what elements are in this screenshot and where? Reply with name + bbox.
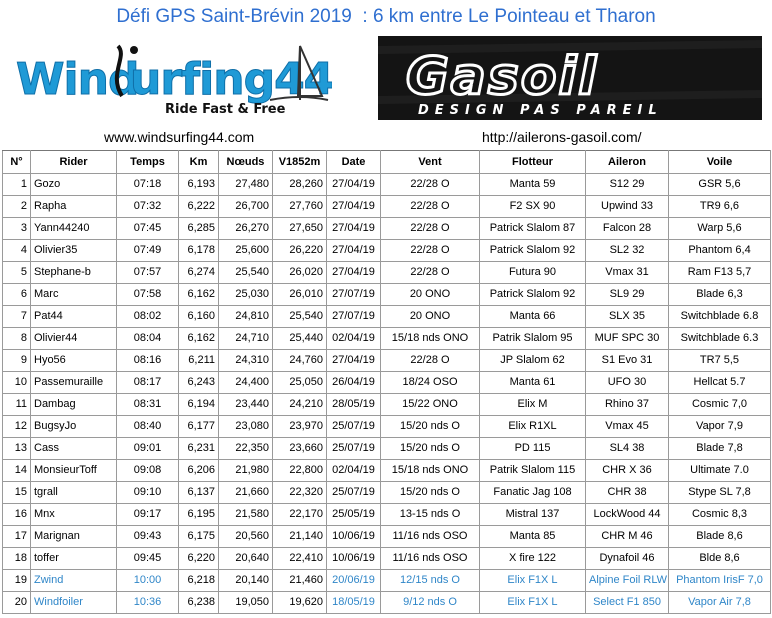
rider-cell: Zwind — [31, 570, 117, 592]
fin-cell: SLX 35 — [586, 306, 669, 328]
wind-cell: 22/28 O — [381, 196, 480, 218]
fin-cell: Alpine Foil RLW — [586, 570, 669, 592]
knots-cell: 25,600 — [219, 240, 273, 262]
date-cell: 27/04/19 — [327, 196, 381, 218]
km-cell: 6,194 — [179, 394, 219, 416]
date-cell: 25/07/19 — [327, 438, 381, 460]
rider-cell: Cass — [31, 438, 117, 460]
windsurfing44-logo — [10, 36, 332, 122]
rank-cell: 6 — [3, 284, 31, 306]
v1852m-cell: 26,010 — [273, 284, 327, 306]
km-cell: 6,162 — [179, 284, 219, 306]
column-header: Rider — [31, 151, 117, 174]
board-cell: Patrik Slalom 95 — [480, 328, 586, 350]
rank-cell: 14 — [3, 460, 31, 482]
gasoil-logo — [378, 36, 762, 120]
rider-cell: Stephane-b — [31, 262, 117, 284]
board-cell: Elix F1X L — [480, 570, 586, 592]
v1852m-cell: 22,320 — [273, 482, 327, 504]
board-cell: Patrik Slalom 115 — [480, 460, 586, 482]
v1852m-cell: 27,760 — [273, 196, 327, 218]
wind-cell: 13-15 nds O — [381, 504, 480, 526]
v1852m-cell: 25,440 — [273, 328, 327, 350]
gasoil-url[interactable]: http://ailerons-gasoil.com/ — [482, 129, 642, 145]
wind-cell: 15/18 nds ONO — [381, 328, 480, 350]
v1852m-cell: 22,800 — [273, 460, 327, 482]
time-cell: 10:36 — [117, 592, 179, 614]
fin-cell: Dynafoil 46 — [586, 548, 669, 570]
v1852m-cell: 25,540 — [273, 306, 327, 328]
fin-cell: LockWood 44 — [586, 504, 669, 526]
board-cell: Patrick Slalom 92 — [480, 284, 586, 306]
knots-cell: 20,560 — [219, 526, 273, 548]
rank-cell: 17 — [3, 526, 31, 548]
fin-cell: S12 29 — [586, 174, 669, 196]
board-cell: Manta 66 — [480, 306, 586, 328]
sail-cell: Vapor 7,9 — [669, 416, 771, 438]
km-cell: 6,218 — [179, 570, 219, 592]
windsurfing44-url[interactable]: www.windsurfing44.com — [104, 129, 255, 145]
wind-cell: 22/28 O — [381, 350, 480, 372]
rank-cell: 16 — [3, 504, 31, 526]
board-cell: Elix M — [480, 394, 586, 416]
knots-cell: 25,540 — [219, 262, 273, 284]
km-cell: 6,220 — [179, 548, 219, 570]
km-cell: 6,211 — [179, 350, 219, 372]
fin-cell: CHR 38 — [586, 482, 669, 504]
v1852m-cell: 24,760 — [273, 350, 327, 372]
km-cell: 6,175 — [179, 526, 219, 548]
table-row — [3, 416, 771, 438]
fin-cell: S1 Evo 31 — [586, 350, 669, 372]
sail-cell: Cosmic 8,3 — [669, 504, 771, 526]
table-row — [3, 548, 771, 570]
column-header: Aileron — [586, 151, 669, 174]
knots-cell: 27,480 — [219, 174, 273, 196]
fin-cell: CHR M 46 — [586, 526, 669, 548]
v1852m-cell: 26,020 — [273, 262, 327, 284]
knots-cell: 21,580 — [219, 504, 273, 526]
sail-cell: Blde 8,6 — [669, 548, 771, 570]
knots-cell: 21,980 — [219, 460, 273, 482]
board-cell: Futura 90 — [480, 262, 586, 284]
wind-cell: 15/20 nds O — [381, 482, 480, 504]
fin-cell: SL9 29 — [586, 284, 669, 306]
table-row — [3, 504, 771, 526]
column-header: Date — [327, 151, 381, 174]
knots-cell: 22,350 — [219, 438, 273, 460]
time-cell: 09:10 — [117, 482, 179, 504]
board-cell: Elix F1X L — [480, 592, 586, 614]
km-cell: 6,274 — [179, 262, 219, 284]
knots-cell: 26,700 — [219, 196, 273, 218]
knots-cell: 25,030 — [219, 284, 273, 306]
date-cell: 28/05/19 — [327, 394, 381, 416]
km-cell: 6,178 — [179, 240, 219, 262]
gasoil-logo-graphic — [378, 36, 762, 120]
fin-cell: Vmax 45 — [586, 416, 669, 438]
wind-cell: 9/12 nds O — [381, 592, 480, 614]
v1852m-cell: 23,970 — [273, 416, 327, 438]
v1852m-cell: 28,260 — [273, 174, 327, 196]
fin-cell: MUF SPC 30 — [586, 328, 669, 350]
date-cell: 27/04/19 — [327, 240, 381, 262]
v1852m-cell: 22,170 — [273, 504, 327, 526]
fin-cell: Vmax 31 — [586, 262, 669, 284]
fin-cell: Upwind 33 — [586, 196, 669, 218]
v1852m-cell: 25,050 — [273, 372, 327, 394]
sail-cell: Phantom IrisF 7,0 — [669, 570, 771, 592]
date-cell: 27/04/19 — [327, 350, 381, 372]
km-cell: 6,162 — [179, 328, 219, 350]
v1852m-cell: 24,210 — [273, 394, 327, 416]
sail-cell: Blade 7,8 — [669, 438, 771, 460]
wind-cell: 22/28 O — [381, 262, 480, 284]
fin-cell: CHR X 36 — [586, 460, 669, 482]
time-cell: 08:31 — [117, 394, 179, 416]
rank-cell: 7 — [3, 306, 31, 328]
km-cell: 6,206 — [179, 460, 219, 482]
v1852m-cell: 22,410 — [273, 548, 327, 570]
rank-cell: 1 — [3, 174, 31, 196]
wind-cell: 18/24 OSO — [381, 372, 480, 394]
column-header: Nœuds — [219, 151, 273, 174]
table-row — [3, 262, 771, 284]
time-cell: 07:49 — [117, 240, 179, 262]
km-cell: 6,177 — [179, 416, 219, 438]
time-cell: 09:01 — [117, 438, 179, 460]
time-cell: 08:02 — [117, 306, 179, 328]
time-cell: 09:45 — [117, 548, 179, 570]
km-cell: 6,137 — [179, 482, 219, 504]
wind-cell: 12/15 nds O — [381, 570, 480, 592]
column-header: Flotteur — [480, 151, 586, 174]
knots-cell: 20,640 — [219, 548, 273, 570]
km-cell: 6,160 — [179, 306, 219, 328]
board-cell: Manta 59 — [480, 174, 586, 196]
windsurfing44-logo-graphic — [10, 36, 332, 122]
time-cell: 09:08 — [117, 460, 179, 482]
board-cell: Manta 85 — [480, 526, 586, 548]
fin-cell: SL2 32 — [586, 240, 669, 262]
rank-cell: 10 — [3, 372, 31, 394]
rider-cell: Olivier35 — [31, 240, 117, 262]
wind-cell: 11/16 nds OSO — [381, 526, 480, 548]
board-cell: Patrick Slalom 87 — [480, 218, 586, 240]
table-row — [3, 240, 771, 262]
rider-cell: toffer — [31, 548, 117, 570]
km-cell: 6,222 — [179, 196, 219, 218]
page-title: Défi GPS Saint-Brévin 2019 : 6 km entre Le Pointeau et Tharon — [116, 6, 656, 27]
date-cell: 27/04/19 — [327, 218, 381, 240]
time-cell: 09:43 — [117, 526, 179, 548]
sail-cell: GSR 5,6 — [669, 174, 771, 196]
date-cell: 02/04/19 — [327, 460, 381, 482]
date-cell: 25/07/19 — [327, 416, 381, 438]
table-row — [3, 196, 771, 218]
knots-cell: 24,710 — [219, 328, 273, 350]
time-cell: 07:32 — [117, 196, 179, 218]
date-cell: 26/04/19 — [327, 372, 381, 394]
results-table — [2, 150, 771, 614]
svg-text:Wind: Wind — [16, 54, 139, 105]
table-header-row — [3, 151, 771, 174]
rank-cell: 15 — [3, 482, 31, 504]
v1852m-cell: 23,660 — [273, 438, 327, 460]
date-cell: 25/07/19 — [327, 482, 381, 504]
v1852m-cell: 19,620 — [273, 592, 327, 614]
wind-cell: 11/16 nds OSO — [381, 548, 480, 570]
date-cell: 25/05/19 — [327, 504, 381, 526]
knots-cell: 24,810 — [219, 306, 273, 328]
time-cell: 07:58 — [117, 284, 179, 306]
time-cell: 08:40 — [117, 416, 179, 438]
km-cell: 6,238 — [179, 592, 219, 614]
board-cell: JP Slalom 62 — [480, 350, 586, 372]
table-row — [3, 328, 771, 350]
sail-cell: Hellcat 5.7 — [669, 372, 771, 394]
column-header: N° — [3, 151, 31, 174]
wind-cell: 22/28 O — [381, 174, 480, 196]
wind-cell: 20 ONO — [381, 306, 480, 328]
table-row — [3, 438, 771, 460]
svg-text:urfing44: urfing44 — [130, 54, 332, 105]
fin-cell: Falcon 28 — [586, 218, 669, 240]
table-row — [3, 570, 771, 592]
date-cell: 18/05/19 — [327, 592, 381, 614]
rank-cell: 11 — [3, 394, 31, 416]
km-cell: 6,195 — [179, 504, 219, 526]
rider-cell: Marignan — [31, 526, 117, 548]
fin-cell: Rhino 37 — [586, 394, 669, 416]
km-cell: 6,231 — [179, 438, 219, 460]
table-row — [3, 592, 771, 614]
time-cell: 08:16 — [117, 350, 179, 372]
wind-cell: 15/20 nds O — [381, 416, 480, 438]
sail-cell: Cosmic 7,0 — [669, 394, 771, 416]
time-cell: 07:18 — [117, 174, 179, 196]
rank-cell: 8 — [3, 328, 31, 350]
time-cell: 08:04 — [117, 328, 179, 350]
rider-cell: MonsieurToff — [31, 460, 117, 482]
sail-cell: TR9 6,6 — [669, 196, 771, 218]
column-header: V1852m — [273, 151, 327, 174]
table-row — [3, 482, 771, 504]
date-cell: 27/04/19 — [327, 174, 381, 196]
table-row — [3, 306, 771, 328]
rank-cell: 3 — [3, 218, 31, 240]
date-cell: 27/07/19 — [327, 284, 381, 306]
rank-cell: 12 — [3, 416, 31, 438]
rank-cell: 19 — [3, 570, 31, 592]
table-row — [3, 284, 771, 306]
v1852m-cell: 21,460 — [273, 570, 327, 592]
sail-cell: Stype SL 7,8 — [669, 482, 771, 504]
sail-cell: Switchblade 6.3 — [669, 328, 771, 350]
rank-cell: 4 — [3, 240, 31, 262]
board-cell: Patrick Slalom 92 — [480, 240, 586, 262]
column-header: Km — [179, 151, 219, 174]
board-cell: PD 115 — [480, 438, 586, 460]
rank-cell: 20 — [3, 592, 31, 614]
sail-cell: TR7 5,5 — [669, 350, 771, 372]
km-cell: 6,193 — [179, 174, 219, 196]
date-cell: 20/06/19 — [327, 570, 381, 592]
rank-cell: 5 — [3, 262, 31, 284]
knots-cell: 24,310 — [219, 350, 273, 372]
board-cell: X fire 122 — [480, 548, 586, 570]
knots-cell: 23,440 — [219, 394, 273, 416]
rider-cell: Pat44 — [31, 306, 117, 328]
knots-cell: 21,660 — [219, 482, 273, 504]
time-cell: 08:17 — [117, 372, 179, 394]
gasoil-tagline: DESIGN PAS PAREIL — [418, 103, 663, 118]
fin-cell: Select F1 850 — [586, 592, 669, 614]
rider-cell: Passemuraille — [31, 372, 117, 394]
table-row — [3, 174, 771, 196]
rider-cell: tgrall — [31, 482, 117, 504]
table-row — [3, 394, 771, 416]
wind-cell: 15/18 nds ONO — [381, 460, 480, 482]
rank-cell: 9 — [3, 350, 31, 372]
rider-cell: Gozo — [31, 174, 117, 196]
v1852m-cell: 21,140 — [273, 526, 327, 548]
sail-cell: Ram F13 5,7 — [669, 262, 771, 284]
knots-cell: 26,270 — [219, 218, 273, 240]
wind-cell: 22/28 O — [381, 240, 480, 262]
sail-cell: Ultimate 7.0 — [669, 460, 771, 482]
rider-cell: BugsyJo — [31, 416, 117, 438]
knots-cell: 23,080 — [219, 416, 273, 438]
time-cell: 07:45 — [117, 218, 179, 240]
v1852m-cell: 26,220 — [273, 240, 327, 262]
rider-cell: Mnx — [31, 504, 117, 526]
sail-cell: Phantom 6,4 — [669, 240, 771, 262]
sail-cell: Blade 6,3 — [669, 284, 771, 306]
rider-cell: Olivier44 — [31, 328, 117, 350]
knots-cell: 24,400 — [219, 372, 273, 394]
time-cell: 10:00 — [117, 570, 179, 592]
board-cell: Mistral 137 — [480, 504, 586, 526]
board-cell: Fanatic Jag 108 — [480, 482, 586, 504]
time-cell: 09:17 — [117, 504, 179, 526]
rider-cell: Marc — [31, 284, 117, 306]
rank-cell: 2 — [3, 196, 31, 218]
wind-cell: 15/20 nds O — [381, 438, 480, 460]
table-row — [3, 372, 771, 394]
column-header: Temps — [117, 151, 179, 174]
rider-cell: Rapha — [31, 196, 117, 218]
fin-cell: SL4 38 — [586, 438, 669, 460]
wind-cell: 22/28 O — [381, 218, 480, 240]
rider-cell: Windfoiler — [31, 592, 117, 614]
rider-cell: Hyo56 — [31, 350, 117, 372]
wind-cell: 20 ONO — [381, 284, 480, 306]
date-cell: 27/04/19 — [327, 262, 381, 284]
rank-cell: 13 — [3, 438, 31, 460]
km-cell: 6,285 — [179, 218, 219, 240]
knots-cell: 19,050 — [219, 592, 273, 614]
sail-cell: Warp 5,6 — [669, 218, 771, 240]
board-cell: F2 SX 90 — [480, 196, 586, 218]
sail-cell: Switchblade 6.8 — [669, 306, 771, 328]
km-cell: 6,243 — [179, 372, 219, 394]
table-row — [3, 350, 771, 372]
column-header: Voile — [669, 151, 771, 174]
date-cell: 10/06/19 — [327, 526, 381, 548]
board-cell: Manta 61 — [480, 372, 586, 394]
table-row — [3, 526, 771, 548]
table-row — [3, 218, 771, 240]
v1852m-cell: 27,650 — [273, 218, 327, 240]
date-cell: 02/04/19 — [327, 328, 381, 350]
knots-cell: 20,140 — [219, 570, 273, 592]
time-cell: 07:57 — [117, 262, 179, 284]
sail-cell: Blade 8,6 — [669, 526, 771, 548]
table-row — [3, 460, 771, 482]
fin-cell: UFO 30 — [586, 372, 669, 394]
rider-cell: Dambag — [31, 394, 117, 416]
date-cell: 27/07/19 — [327, 306, 381, 328]
date-cell: 10/06/19 — [327, 548, 381, 570]
rank-cell: 18 — [3, 548, 31, 570]
svg-text:Gasoil: Gasoil — [406, 47, 599, 107]
sail-cell: Vapor Air 7,8 — [669, 592, 771, 614]
board-cell: Elix R1XL — [480, 416, 586, 438]
windsurfing44-tagline: Ride Fast & Free — [165, 102, 286, 117]
column-header: Vent — [381, 151, 480, 174]
rider-cell: Yann44240 — [31, 218, 117, 240]
wind-cell: 15/22 ONO — [381, 394, 480, 416]
